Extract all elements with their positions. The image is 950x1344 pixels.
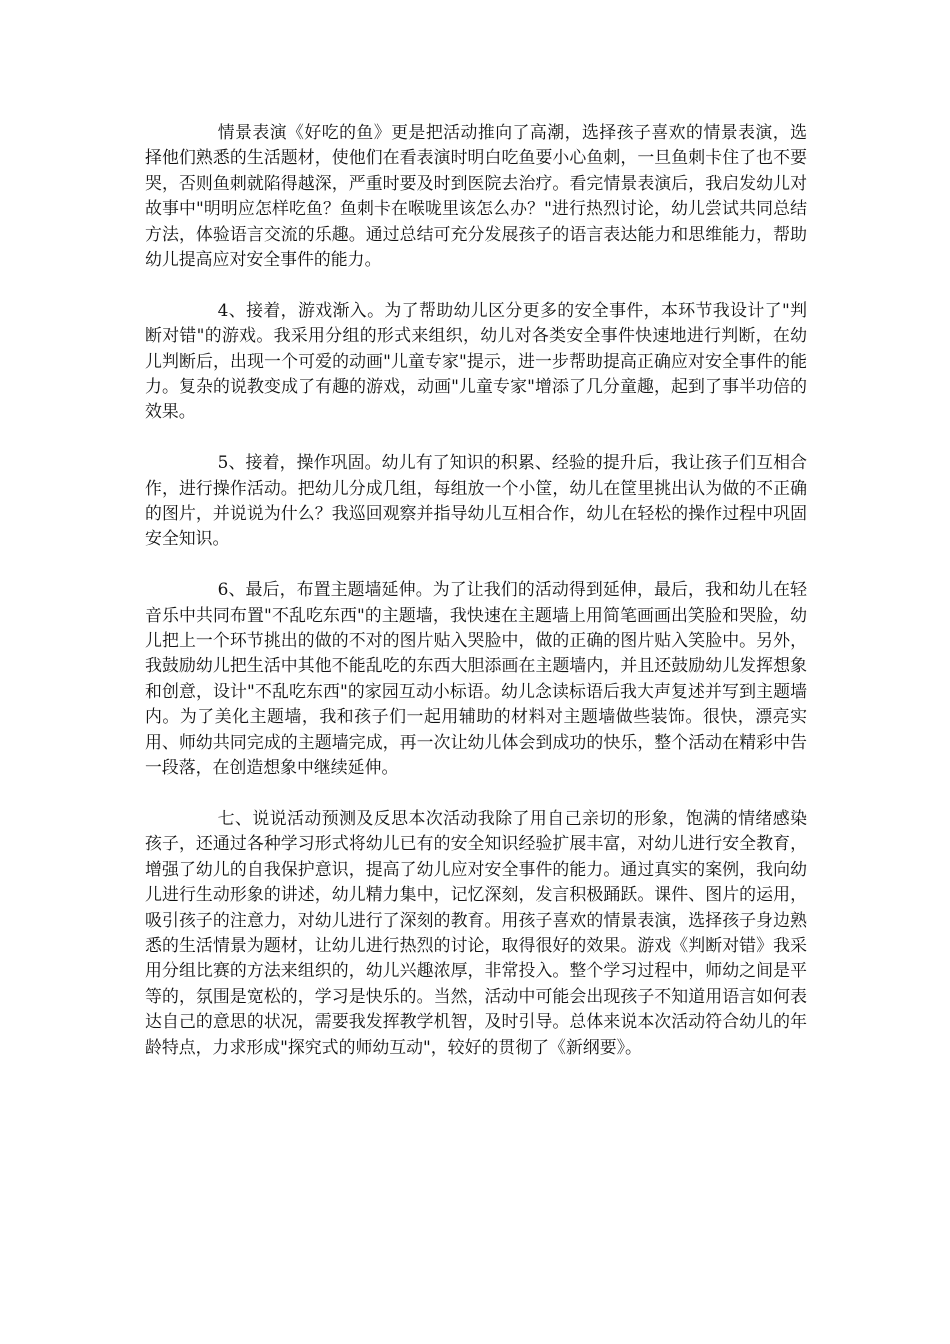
paragraph-reflection: 七、说说活动预测及反思本次活动我除了用自己亲切的形象，饱满的情绪感染孩子，还通过各种学习形式将幼儿已有的安全知识经验扩展丰富，对幼儿进行安全教育，增强了幼儿的自我保护意识，提高了幼儿应对安全事件的能力。通过真实的案例，我向幼儿进行生动形象的讲述，幼儿精力集中，记忆深刻，发言积极踊跃。课件、图片的运用，吸引孩子的注意力，对幼儿进行了深刻的教育。用孩子喜欢的情景表演，选择孩子身边熟悉的生活情景为题材，让幼儿进行热烈的讨论，取得很好的效果。游戏《判断对错》我采用分组比赛的方法来组织的，幼儿兴趣浓厚，非常投入。整个学习过程中，师幼之间是平等的，氛围是宽松的，学习是快乐的。当然，活动中可能会出现孩子不知道用语言如何表达自己的意思的状况，需要我发挥教学机智，及时引导。总体来说本次活动符合幼儿的年龄特点，力求形成"探究式的师幼互动"，较好的贯彻了《新纲要》。	[145, 807, 807, 1057]
paragraph-game: 4、接着，游戏渐入。为了帮助幼儿区分更多的安全事件，本环节我设计了"判断对错"的游戏。我采用分组的形式来组织，幼儿对各类安全事件快速地进行判断，在幼儿判断后，出现一个可爱的动画"儿童专家"提示，进一步帮助提高正确应对安全事件的能力。复杂的说教变成了有趣的游戏，动画"儿童专家"增添了几分童趣，起到了事半功倍的效果。	[145, 299, 807, 422]
paragraph-operation: 5、接着，操作巩固。幼儿有了知识的积累、经验的提升后，我让孩子们互相合作，进行操作活动。把幼儿分成几组，每组放一个小筐，幼儿在筐里挑出认为做的不正确的图片，并说说为什么？我巡回观察并指导幼儿互相合作，幼儿在轻松的操作过程中巩固安全知识。	[145, 452, 807, 549]
document-body	[145, 120, 807, 1085]
paragraph-theme-wall: 6、最后，布置主题墙延伸。为了让我们的活动得到延伸，最后，我和幼儿在轻音乐中共同布置"不乱吃东西"的主题墙，我快速在主题墙上用简笔画画出笑脸和哭脸，幼儿把上一个环节挑出的做的不对的图片贴入哭脸中，做的正确的图片贴入笑脸中。另外，我鼓励幼儿把生活中其他不能乱吃的东西大胆添画在主题墙内，并且还鼓励幼儿发挥想象和创意，设计"不乱吃东西"的家园互动小标语。幼儿念读标语后我大声复述并写到主题墙内。为了美化主题墙，我和孩子们一起用辅助的材料对主题墙做些装饰。很快，漂亮实用、师幼共同完成的主题墙完成，再一次让幼儿体会到成功的快乐，整个活动在精彩中告一段落，在创造想象中继续延伸。	[145, 579, 807, 778]
paragraph-fish-performance: 情景表演《好吃的鱼》更是把活动推向了高潮，选择孩子喜欢的情景表演，选择他们熟悉的生活题材，使他们在看表演时明白吃鱼要小心鱼刺，一旦鱼刺卡住了也不要哭，否则鱼刺就陷得越深，严重时要及时到医院去治疗。看完情景表演后，我启发幼儿对故事中"明明应怎样吃鱼？鱼刺卡在喉咙里该怎么办？"进行热烈讨论，幼儿尝试共同总结方法，体验语言交流的乐趣。通过总结可充分发展孩子的语言表达能力和思维能力，帮助幼儿提高应对安全事件的能力。	[145, 122, 807, 270]
